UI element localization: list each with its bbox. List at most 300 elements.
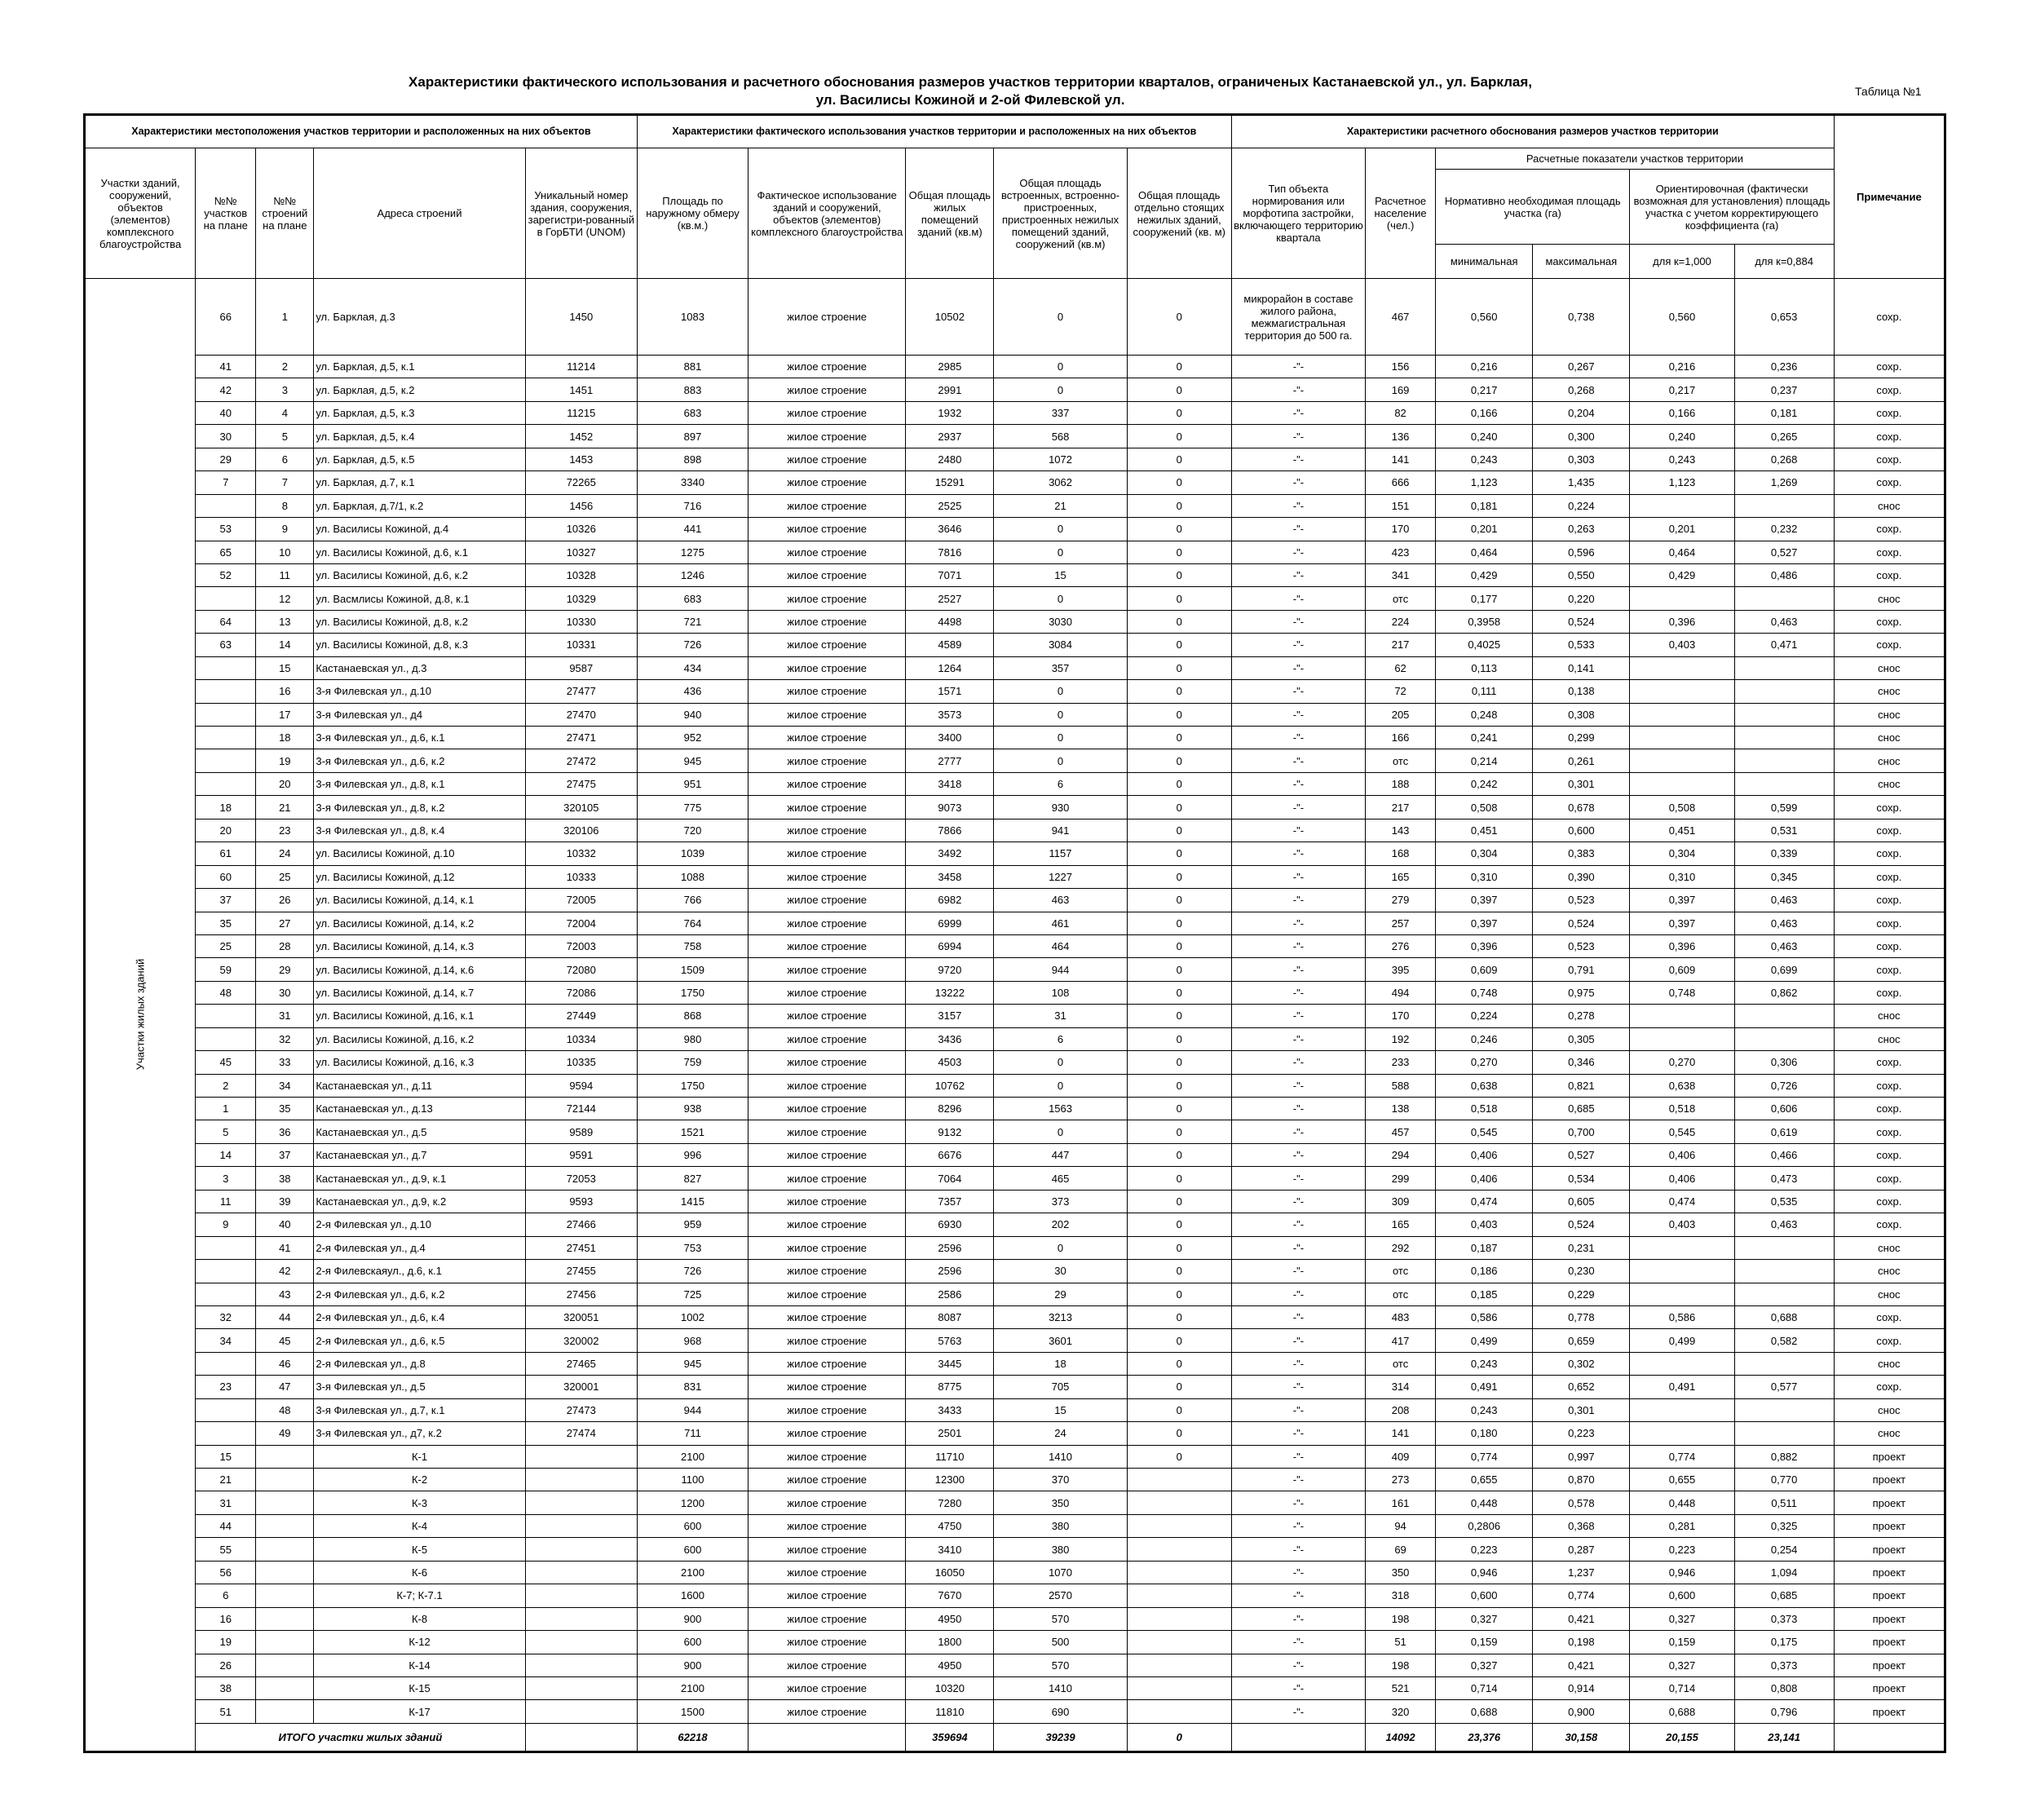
table-cell: 0,216 bbox=[1630, 356, 1734, 378]
table-cell: 38 bbox=[196, 1676, 256, 1699]
table-cell: -"- bbox=[1231, 563, 1365, 586]
table-cell: 41 bbox=[256, 1236, 314, 1259]
table-cell: 10327 bbox=[525, 541, 637, 563]
table-row bbox=[85, 1283, 1945, 1305]
table-cell: -"- bbox=[1231, 796, 1365, 819]
table-cell: 570 bbox=[994, 1607, 1127, 1630]
table-cell: 0,325 bbox=[1734, 1514, 1834, 1537]
table-cell: проект bbox=[1834, 1700, 1945, 1723]
table-cell: 0 bbox=[1127, 1027, 1231, 1050]
table-cell: 3410 bbox=[906, 1538, 994, 1561]
table-row bbox=[85, 1514, 1945, 1537]
table-cell: 0 bbox=[1127, 1120, 1231, 1143]
total-population: 14092 bbox=[1366, 1723, 1436, 1752]
table-cell: 20 bbox=[256, 772, 314, 795]
table-cell: 1039 bbox=[637, 842, 748, 865]
table-cell: 0,560 bbox=[1630, 279, 1734, 356]
table-cell: снос bbox=[1834, 727, 1945, 749]
table-cell: 0,808 bbox=[1734, 1676, 1834, 1699]
table-cell: 0 bbox=[1127, 587, 1231, 610]
table-cell: жилое строение bbox=[748, 401, 906, 424]
table-cell: жилое строение bbox=[748, 865, 906, 888]
table-cell: 0 bbox=[1127, 401, 1231, 424]
table-cell: 27449 bbox=[525, 1005, 637, 1027]
table-cell: 0,261 bbox=[1533, 749, 1630, 772]
table-cell: 0 bbox=[1127, 1074, 1231, 1097]
table-cell: снос bbox=[1834, 1398, 1945, 1421]
table-cell: 0,287 bbox=[1533, 1538, 1630, 1561]
table-cell: 0,486 bbox=[1734, 563, 1834, 586]
table-cell: 156 bbox=[1366, 356, 1436, 378]
table-cell: 30 bbox=[994, 1260, 1127, 1283]
table-cell: 0 bbox=[994, 680, 1127, 703]
table-cell: 72005 bbox=[525, 889, 637, 912]
table-cell: 1070 bbox=[994, 1561, 1127, 1584]
table-cell bbox=[256, 1445, 314, 1468]
table-cell: 2525 bbox=[906, 494, 994, 517]
table-cell bbox=[1734, 1422, 1834, 1445]
table-cell: 0,421 bbox=[1533, 1607, 1630, 1630]
table-cell bbox=[525, 1561, 637, 1584]
table-cell bbox=[525, 1607, 637, 1630]
table-cell bbox=[256, 1538, 314, 1561]
table-cell: 868 bbox=[637, 1005, 748, 1027]
table-cell: 2596 bbox=[906, 1260, 994, 1283]
table-cell: 0,523 bbox=[1533, 934, 1630, 957]
table-cell: 0 bbox=[994, 727, 1127, 749]
table-cell: 944 bbox=[994, 958, 1127, 981]
table-cell: жилое строение bbox=[748, 772, 906, 795]
table-cell bbox=[256, 1700, 314, 1723]
table-cell: сохр. bbox=[1834, 1305, 1945, 1328]
table-cell: 27456 bbox=[525, 1283, 637, 1305]
table-cell: 3-я Филевская ул., д.10 bbox=[314, 680, 525, 703]
table-cell: 141 bbox=[1366, 448, 1436, 470]
table-cell: жилое строение bbox=[748, 819, 906, 842]
table-cell: ул. Василисы Кожиной, д.16, к.2 bbox=[314, 1027, 525, 1050]
table-cell: 0,270 bbox=[1436, 1051, 1533, 1074]
table-cell: 0,403 bbox=[1630, 634, 1734, 656]
table-cell: 0,390 bbox=[1533, 865, 1630, 888]
table-cell bbox=[1630, 749, 1734, 772]
table-cell: 0,327 bbox=[1436, 1654, 1533, 1676]
table-cell: жилое строение bbox=[748, 656, 906, 679]
table-cell: 1,094 bbox=[1734, 1561, 1834, 1584]
table-cell bbox=[196, 1260, 256, 1283]
table-cell: 0 bbox=[1127, 772, 1231, 795]
table-cell bbox=[1630, 1260, 1734, 1283]
table-cell: ул. Василисы Кожиной, д.16, к.1 bbox=[314, 1005, 525, 1027]
table-cell: 764 bbox=[637, 912, 748, 934]
table-cell: 0,223 bbox=[1630, 1538, 1734, 1561]
header-normative-area: Нормативно необходимая площадь участка (га) bbox=[1436, 170, 1630, 245]
table-cell: 202 bbox=[994, 1213, 1127, 1236]
table-cell: К-5 bbox=[314, 1538, 525, 1561]
table-cell: 0 bbox=[1127, 727, 1231, 749]
table-cell: ул. Васмлисы Кожиной, д.8, к.1 bbox=[314, 587, 525, 610]
table-cell: жилое строение bbox=[748, 1584, 906, 1607]
table-cell: 0,600 bbox=[1436, 1584, 1533, 1607]
side-label-cell bbox=[85, 279, 196, 1752]
table-cell: жилое строение bbox=[748, 378, 906, 401]
table-row bbox=[85, 1422, 1945, 1445]
table-cell: -"- bbox=[1231, 1445, 1365, 1468]
table-cell: 0 bbox=[1127, 703, 1231, 726]
table-cell: снос bbox=[1834, 1422, 1945, 1445]
table-cell: 0,748 bbox=[1436, 981, 1533, 1004]
table-cell: 0,141 bbox=[1533, 656, 1630, 679]
table-cell: 3-я Филевская ул., д.5 bbox=[314, 1376, 525, 1398]
header-note: Примечание bbox=[1834, 115, 1945, 279]
table-cell: 15 bbox=[196, 1445, 256, 1468]
table-cell: жилое строение bbox=[748, 356, 906, 378]
table-cell: 257 bbox=[1366, 912, 1436, 934]
table-cell: 2-я Филевская ул., д.6, к.5 bbox=[314, 1329, 525, 1352]
table-cell: 0,403 bbox=[1436, 1213, 1533, 1236]
table-cell: -"- bbox=[1231, 1074, 1365, 1097]
table-cell bbox=[1630, 1398, 1734, 1421]
table-cell: жилое строение bbox=[748, 1422, 906, 1445]
table-cell: 8296 bbox=[906, 1098, 994, 1120]
table-cell: жилое строение bbox=[748, 727, 906, 749]
table-cell: сохр. bbox=[1834, 1120, 1945, 1143]
table-cell: 143 bbox=[1366, 819, 1436, 842]
table-cell: 464 bbox=[994, 934, 1127, 957]
table-cell: сохр. bbox=[1834, 518, 1945, 541]
table-cell: 10331 bbox=[525, 634, 637, 656]
table-cell: 0,265 bbox=[1734, 425, 1834, 448]
table-cell: жилое строение bbox=[748, 1561, 906, 1584]
table-cell: сохр. bbox=[1834, 378, 1945, 401]
table-row bbox=[85, 1654, 1945, 1676]
table-cell: 0 bbox=[1127, 1143, 1231, 1166]
table-cell bbox=[1630, 587, 1734, 610]
table-cell: 0 bbox=[994, 378, 1127, 401]
table-cell: 945 bbox=[637, 1352, 748, 1375]
table-cell: 0,406 bbox=[1630, 1167, 1734, 1190]
table-cell: 9720 bbox=[906, 958, 994, 981]
table-cell: жилое строение bbox=[748, 425, 906, 448]
table-cell: 8087 bbox=[906, 1305, 994, 1328]
table-cell: 72004 bbox=[525, 912, 637, 934]
table-cell: 27466 bbox=[525, 1213, 637, 1236]
table-cell: 9 bbox=[196, 1213, 256, 1236]
table-cell: 39 bbox=[256, 1190, 314, 1213]
table-row bbox=[85, 356, 1945, 378]
table-cell: 0,181 bbox=[1734, 401, 1834, 424]
table-cell: жилое строение bbox=[748, 1027, 906, 1050]
table-cell: 337 bbox=[994, 401, 1127, 424]
table-cell: жилое строение bbox=[748, 494, 906, 517]
table-row bbox=[85, 378, 1945, 401]
table-cell: сохр. bbox=[1834, 1098, 1945, 1120]
table-cell: жилое строение bbox=[748, 1352, 906, 1375]
table-cell: 2985 bbox=[906, 356, 994, 378]
table-cell bbox=[256, 1676, 314, 1699]
table-cell: 0,236 bbox=[1734, 356, 1834, 378]
table-cell: 52 bbox=[196, 563, 256, 586]
table-cell: 0,699 bbox=[1734, 958, 1834, 981]
table-cell: 4950 bbox=[906, 1654, 994, 1676]
table-cell: 0,396 bbox=[1436, 934, 1533, 957]
table-row bbox=[85, 656, 1945, 679]
table-cell: -"- bbox=[1231, 1469, 1365, 1491]
table-row bbox=[85, 703, 1945, 726]
table-cell: 0 bbox=[1127, 471, 1231, 494]
table-cell: 3601 bbox=[994, 1329, 1127, 1352]
table-cell: 0,582 bbox=[1734, 1329, 1834, 1352]
table-cell: -"- bbox=[1231, 448, 1365, 470]
table-cell bbox=[525, 1654, 637, 1676]
table-cell: 461 bbox=[994, 912, 1127, 934]
table-cell: 165 bbox=[1366, 1213, 1436, 1236]
table-cell: 941 bbox=[994, 819, 1127, 842]
table-cell: 0 bbox=[1127, 842, 1231, 865]
table-cell: Кастанаевская ул., д.3 bbox=[314, 656, 525, 679]
table-cell: 705 bbox=[994, 1376, 1127, 1398]
table-cell: 6 bbox=[994, 1027, 1127, 1050]
table-cell: 0 bbox=[994, 1236, 1127, 1259]
table-cell: 5 bbox=[196, 1120, 256, 1143]
table-row bbox=[85, 1167, 1945, 1190]
table-cell: ул. Василисы Кожиной, д.4 bbox=[314, 518, 525, 541]
table-cell: 0,499 bbox=[1630, 1329, 1734, 1352]
table-cell bbox=[1630, 1352, 1734, 1375]
table-cell: ул. Барклая, д.5, к.5 bbox=[314, 448, 525, 470]
table-cell: 0,248 bbox=[1436, 703, 1533, 726]
table-cell: 4 bbox=[256, 401, 314, 424]
table-cell: 6676 bbox=[906, 1143, 994, 1166]
table-cell: 0,368 bbox=[1533, 1514, 1630, 1537]
table-cell: -"- bbox=[1231, 865, 1365, 888]
table-cell: 0,303 bbox=[1533, 448, 1630, 470]
table-cell: -"- bbox=[1231, 1491, 1365, 1514]
table-cell: 0,406 bbox=[1436, 1143, 1533, 1166]
table-cell: К-2 bbox=[314, 1469, 525, 1491]
table-cell: 7064 bbox=[906, 1167, 994, 1190]
table-cell: 1100 bbox=[637, 1469, 748, 1491]
table-cell: 276 bbox=[1366, 934, 1436, 957]
table-cell: 3418 bbox=[906, 772, 994, 795]
table-cell: 0,463 bbox=[1734, 912, 1834, 934]
table-cell: 0,975 bbox=[1533, 981, 1630, 1004]
table-cell: 0,463 bbox=[1734, 610, 1834, 633]
table-cell: 42 bbox=[256, 1260, 314, 1283]
table-cell: жилое строение bbox=[748, 1469, 906, 1491]
table-row bbox=[85, 634, 1945, 656]
table-cell: 0,310 bbox=[1630, 865, 1734, 888]
table-cell: 72265 bbox=[525, 471, 637, 494]
table-cell: 1521 bbox=[637, 1120, 748, 1143]
table-cell: 1563 bbox=[994, 1098, 1127, 1120]
table-cell: 23 bbox=[196, 1376, 256, 1398]
table-cell bbox=[1734, 494, 1834, 517]
table-cell bbox=[196, 1005, 256, 1027]
table-cell: 0,240 bbox=[1630, 425, 1734, 448]
table-cell: 10330 bbox=[525, 610, 637, 633]
table-row bbox=[85, 1607, 1945, 1630]
table-cell: 136 bbox=[1366, 425, 1436, 448]
table-cell: 0,396 bbox=[1630, 934, 1734, 957]
table-cell: 600 bbox=[637, 1514, 748, 1537]
table-cell: 0,605 bbox=[1533, 1190, 1630, 1213]
table-cell: 320105 bbox=[525, 796, 637, 819]
table-cell: 0,3958 bbox=[1436, 610, 1533, 633]
header-min: минимальная bbox=[1436, 245, 1533, 279]
table-cell: 930 bbox=[994, 796, 1127, 819]
table-cell: жилое строение bbox=[748, 958, 906, 981]
table-cell: ул. Василисы Кожиной, д.12 bbox=[314, 865, 525, 888]
table-cell: 0,796 bbox=[1734, 1700, 1834, 1723]
table-cell: 3400 bbox=[906, 727, 994, 749]
table-cell: 7071 bbox=[906, 563, 994, 586]
table-cell bbox=[1630, 1027, 1734, 1050]
table-row bbox=[85, 518, 1945, 541]
table-cell: 600 bbox=[637, 1538, 748, 1561]
table-cell: 13222 bbox=[906, 981, 994, 1004]
table-cell: сохр. bbox=[1834, 1376, 1945, 1398]
table-cell bbox=[256, 1654, 314, 1676]
table-cell: 9589 bbox=[525, 1120, 637, 1143]
table-cell: 0,508 bbox=[1436, 796, 1533, 819]
table-cell bbox=[1630, 1005, 1734, 1027]
table-cell: 27473 bbox=[525, 1398, 637, 1421]
table-cell: 0,278 bbox=[1533, 1005, 1630, 1027]
table-cell: -"- bbox=[1231, 1398, 1365, 1421]
table-cell: жилое строение bbox=[748, 1398, 906, 1421]
table-row bbox=[85, 958, 1945, 981]
table-cell: 0,586 bbox=[1630, 1305, 1734, 1328]
table-cell: проект bbox=[1834, 1514, 1945, 1537]
table-cell: 373 bbox=[994, 1190, 1127, 1213]
table-row bbox=[85, 865, 1945, 888]
table-cell: 0,748 bbox=[1630, 981, 1734, 1004]
table-cell: 27474 bbox=[525, 1422, 637, 1445]
table-cell: 292 bbox=[1366, 1236, 1436, 1259]
table-cell: 320001 bbox=[525, 1376, 637, 1398]
table-cell bbox=[1734, 727, 1834, 749]
table-cell: 0,600 bbox=[1533, 819, 1630, 842]
table-cell bbox=[1630, 656, 1734, 679]
table-cell: 7357 bbox=[906, 1190, 994, 1213]
table-cell: 0,791 bbox=[1533, 958, 1630, 981]
table-cell: 3-я Филевская ул., д.6, к.1 bbox=[314, 727, 525, 749]
table-cell: 3-я Филевская ул., д.6, к.2 bbox=[314, 749, 525, 772]
table-cell: 16 bbox=[256, 680, 314, 703]
table-cell: 380 bbox=[994, 1514, 1127, 1537]
table-cell: -"- bbox=[1231, 772, 1365, 795]
table-cell: -"- bbox=[1231, 912, 1365, 934]
table-cell: 138 bbox=[1366, 1098, 1436, 1120]
table-cell: 0,491 bbox=[1436, 1376, 1533, 1398]
table-cell: -"- bbox=[1231, 749, 1365, 772]
table-cell: -"- bbox=[1231, 819, 1365, 842]
document-title bbox=[310, 73, 1631, 109]
table-cell: 7 bbox=[196, 471, 256, 494]
table-cell: 0 bbox=[1127, 279, 1231, 356]
table-cell: 33 bbox=[256, 1051, 314, 1074]
table-cell bbox=[1734, 587, 1834, 610]
table-cell: жилое строение bbox=[748, 1305, 906, 1328]
table-cell: 0,346 bbox=[1533, 1051, 1630, 1074]
total-k2: 23,141 bbox=[1734, 1723, 1834, 1752]
table-cell bbox=[525, 1514, 637, 1537]
table-cell: 10320 bbox=[906, 1676, 994, 1699]
table-cell: 1275 bbox=[637, 541, 748, 563]
table-cell: 1600 bbox=[637, 1584, 748, 1607]
table-cell: 10332 bbox=[525, 842, 637, 865]
table-row bbox=[85, 1305, 1945, 1328]
table-cell: 0,339 bbox=[1734, 842, 1834, 865]
table-cell: снос bbox=[1834, 749, 1945, 772]
table-cell: 711 bbox=[637, 1422, 748, 1445]
table-cell: 47 bbox=[256, 1376, 314, 1398]
table-cell: К-4 bbox=[314, 1514, 525, 1537]
table-cell: 0 bbox=[994, 587, 1127, 610]
total-k1: 20,155 bbox=[1630, 1723, 1734, 1752]
table-cell: 0 bbox=[1127, 656, 1231, 679]
table-cell: 3492 bbox=[906, 842, 994, 865]
table-cell: 0,308 bbox=[1533, 703, 1630, 726]
table-cell: 0,688 bbox=[1630, 1700, 1734, 1723]
table-cell: жилое строение bbox=[748, 1676, 906, 1699]
table-cell bbox=[196, 1027, 256, 1050]
table-cell: 3458 bbox=[906, 865, 994, 888]
table-row bbox=[85, 1260, 1945, 1283]
table-cell: 436 bbox=[637, 680, 748, 703]
table-cell: -"- bbox=[1231, 842, 1365, 865]
table-cell: сохр. bbox=[1834, 1213, 1945, 1236]
table-cell: 188 bbox=[1366, 772, 1436, 795]
table-cell: 24 bbox=[994, 1422, 1127, 1445]
table-cell: сохр. bbox=[1834, 819, 1945, 842]
table-cell: 0,224 bbox=[1533, 494, 1630, 517]
table-cell: 0,714 bbox=[1630, 1676, 1734, 1699]
table-cell: проект bbox=[1834, 1631, 1945, 1654]
table-row bbox=[85, 749, 1945, 772]
table-cell: 0,267 bbox=[1533, 356, 1630, 378]
table-cell: 0,545 bbox=[1630, 1120, 1734, 1143]
table-cell: 2991 bbox=[906, 378, 994, 401]
table-cell: 1750 bbox=[637, 981, 748, 1004]
table-cell: -"- bbox=[1231, 1236, 1365, 1259]
header-max: максимальная bbox=[1533, 245, 1630, 279]
table-cell: 0,305 bbox=[1533, 1027, 1630, 1050]
header-building-no: №№ строений на плане bbox=[256, 148, 314, 279]
table-cell: 1500 bbox=[637, 1700, 748, 1723]
table-cell bbox=[1630, 727, 1734, 749]
table-cell: 3433 bbox=[906, 1398, 994, 1421]
table-cell: К-3 bbox=[314, 1491, 525, 1514]
table-cell: 897 bbox=[637, 425, 748, 448]
table-cell: 2586 bbox=[906, 1283, 994, 1305]
table-cell: 775 bbox=[637, 796, 748, 819]
table-row bbox=[85, 1538, 1945, 1561]
table-cell: ул. Барклая, д.5, к.1 bbox=[314, 356, 525, 378]
table-cell: ул. Василисы Кожиной, д.16, к.3 bbox=[314, 1051, 525, 1074]
table-cell bbox=[1630, 1283, 1734, 1305]
table-cell: жилое строение bbox=[748, 680, 906, 703]
table-cell: 32 bbox=[256, 1027, 314, 1050]
table-cell: 350 bbox=[994, 1491, 1127, 1514]
table-cell: 3062 bbox=[994, 471, 1127, 494]
table-cell: 27475 bbox=[525, 772, 637, 795]
total-empty-cell bbox=[748, 1723, 906, 1752]
table-cell: -"- bbox=[1231, 1376, 1365, 1398]
table-row bbox=[85, 772, 1945, 795]
table-row bbox=[85, 1074, 1945, 1097]
table-cell: 0 bbox=[1127, 1167, 1231, 1190]
